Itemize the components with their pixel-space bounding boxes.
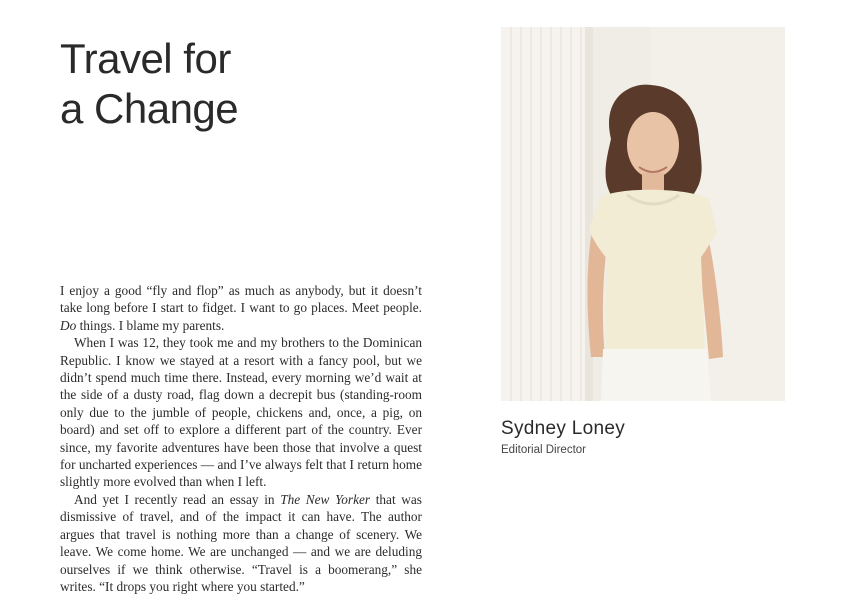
article-title — [60, 34, 238, 134]
paragraph-1-emphasis: Do — [60, 317, 77, 333]
paragraph-3-text-a: And yet I recently read an essay in — [74, 491, 281, 507]
publication-name: The New Yorker — [280, 491, 371, 507]
paragraph-1-text-b: things. I blame my parents. — [76, 317, 225, 333]
author-role: Editorial Director — [501, 444, 586, 456]
paragraph-1-text-a: I enjoy a good “fly and flop” as much as anybody, but it doesn’t take long before I start to fidget. I want to go places. Meet people. — [60, 283, 422, 316]
author-name: Sydney Loney — [501, 418, 626, 439]
paragraph-1 — [60, 282, 422, 334]
title-line-1: Travel for — [60, 35, 231, 82]
author-portrait — [501, 27, 785, 401]
paragraph-3-text-b: that was dismissive of travel, and of the impact it can have. The author argues that travel is nothing more than a change of scenery. We leave. We come home. We are unchanged — and we are deluding ourselves if we think otherwise. “Travel is a boomerang,” she writes. “It drops you right where you started.” — [60, 491, 422, 594]
paragraph-3 — [60, 491, 422, 595]
article-body — [60, 282, 422, 595]
paragraph-2: When I was 12, they took me and my brothers to the Dominican Republic. I know we stayed at a resort with a fancy pool, but we didn’t spend much time there. Instead, every morning we’d wait at the side of a dusty road, flag down a decrepit bus (standing-room only due to the jumble of people, chickens and, once, a pig, on board) and set off to explore a different part of the country. Ever since, my favorite adventures have been those that involve a quest for uncharted experiences — and I’ve always felt that I return home slightly more evolved than when I left. — [60, 335, 422, 490]
title-line-2: a Change — [60, 85, 239, 132]
